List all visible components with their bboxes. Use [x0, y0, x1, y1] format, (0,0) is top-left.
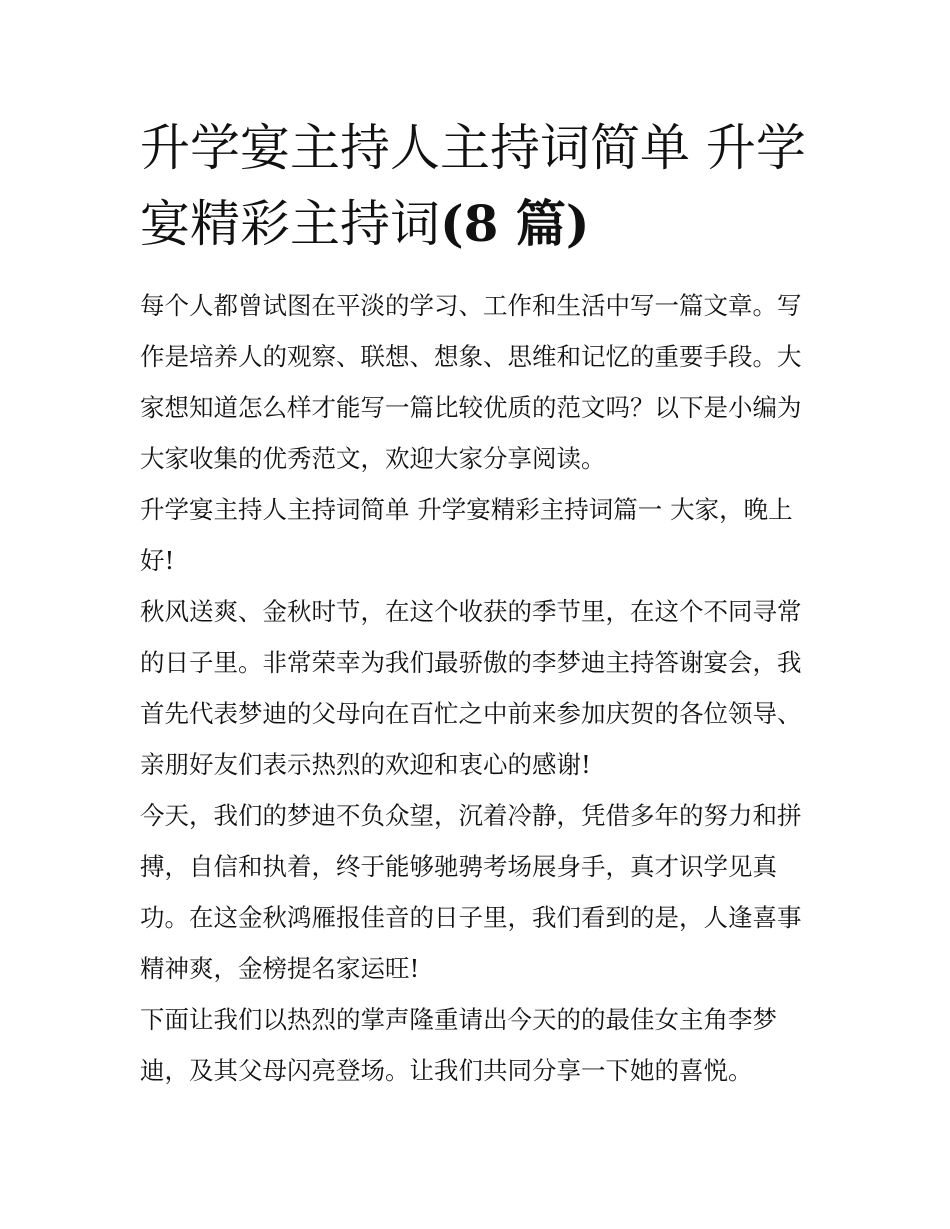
title-line-2-text: 宴精彩主持词 [140, 195, 440, 253]
paragraph-line: 秋风送爽、金秋时节，在这个收获的季节里，在这个不同寻常 [140, 597, 802, 626]
paragraph-line: 每个人都曾试图在平淡的学习、工作和生活中写一篇文章。写 [140, 291, 802, 320]
paragraph-section-heading [140, 484, 830, 586]
paragraph-achievement [140, 790, 830, 994]
paragraph-line: 下面让我们以热烈的掌声隆重请出今天的的最佳女主角李梦 [140, 1005, 777, 1034]
paragraph-line: 大家收集的优秀范文，欢迎大家分享阅读。 [140, 444, 606, 473]
paragraph-line: 亲朋好友们表示热烈的欢迎和衷心的感谢! [140, 750, 591, 779]
paragraph-line: 的日子里。非常荣幸为我们最骄傲的李梦迪主持答谢宴会，我 [140, 648, 802, 677]
paragraph-welcome [140, 586, 830, 790]
paragraph-line: 迪，及其父母闪亮登场。让我们共同分享一下她的喜悦。 [140, 1056, 753, 1085]
paragraph-line: 首先代表梦迪的父母向在百忙之中前来参加庆贺的各位领导、 [140, 699, 802, 728]
paragraph-line: 精神爽，金榜提名家运旺! [140, 954, 420, 983]
document-body [140, 280, 830, 1096]
paragraph-intro [140, 280, 830, 484]
paragraph-line: 升学宴主持人主持词简单 升学宴精彩主持词篇一 大家，晚上 [140, 495, 793, 524]
paragraph-introduction [140, 994, 830, 1096]
paragraph-line: 今天，我们的梦迪不负众望，沉着冷静，凭借多年的努力和拼 [140, 801, 802, 830]
paragraph-line: 好! [140, 546, 175, 575]
title-line-1: 升学宴主持人主持词简单 升学 [140, 119, 806, 177]
title-line-2 [140, 186, 820, 262]
paragraph-line: 功。在这金秋鸿雁报佳音的日子里，我们看到的是，人逢喜事 [140, 903, 802, 932]
paragraph-line: 作是培养人的观察、联想、想象、思维和记忆的重要手段。大 [140, 342, 802, 371]
title-count: (8 篇) [440, 194, 590, 253]
paragraph-line: 家想知道怎么样才能写一篇比较优质的范文吗？以下是小编为 [140, 393, 802, 422]
document-title [140, 110, 820, 262]
paragraph-line: 搏，自信和执着，终于能够驰骋考场展身手，真才识学见真 [140, 852, 777, 881]
